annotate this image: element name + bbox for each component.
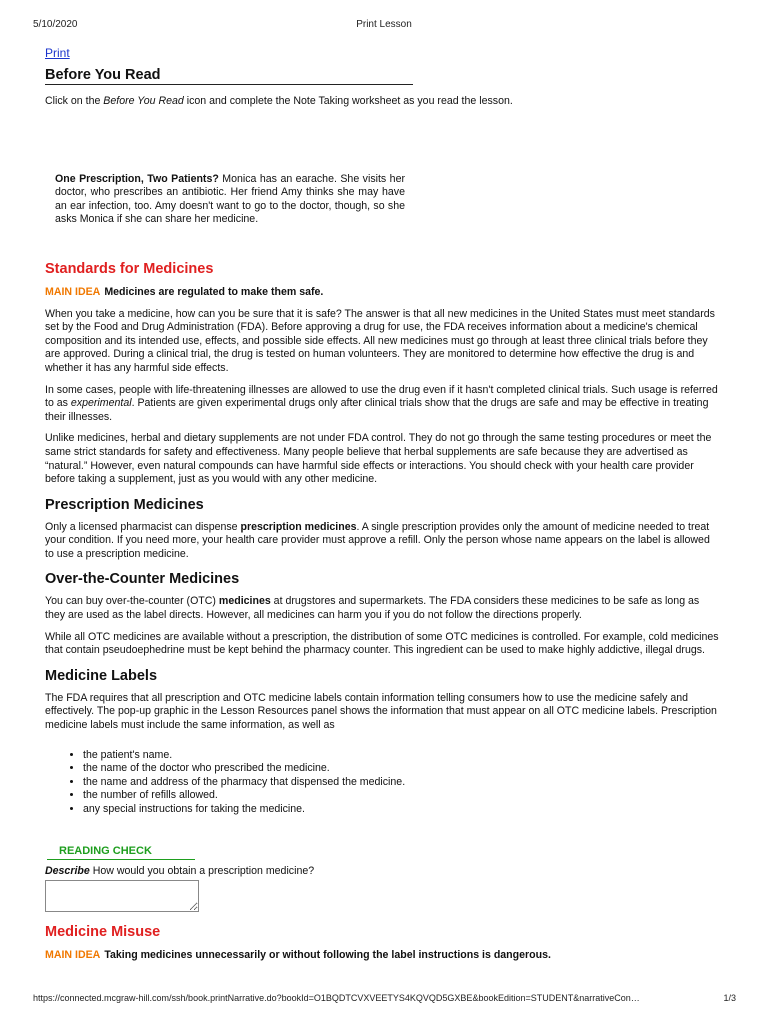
otc-paragraph-1: You can buy over-the-counter (OTC) medicines at drugstores and supermarkets. The FDA considers these medicines to be safe as long as they are used as the label directs. However, all medicines can harm you if you do not follow the directions properly. (45, 595, 700, 622)
standards-paragraph-3: Unlike medicines, herbal and dietary supplements are not under FDA control. They do not go through the same testing procedures or meet the same strict standards for safety and effectiveness. Many people believe that herbal supplements are safe because they are advertised as “natural.” However, even natural compounds can have harmful side effects or interactions. You should check with your health care provider before taking a supplement, just as you would with any other medicine. (45, 432, 712, 486)
page-number: 1/3 (723, 993, 736, 1003)
labels-paragraph: The FDA requires that all prescription and OTC medicine labels contain information telling consumers how to use the medicine safely and effectively. The pop-up graphic in the Lesson Resources panel shows the information that must appear on all OTC medicine labels. Prescription medicine labels must include the same information, as well as (45, 691, 717, 732)
misuse-main-idea: MAIN IDEA Taking medicines unnecessarily or without following the label instructions is dangerous. (45, 949, 551, 962)
lesson-content (45, 46, 720, 963)
misuse-heading: Medicine Misuse (45, 924, 161, 941)
story-paragraph: One Prescription, Two Patients? Monica has an earache. She visits her doctor, who prescribes an antibiotic. Her friend Amy thinks she may have an ear infection, too. Amy doesn't want to go to the doctor, though, so she asks Monica if she can share her medicine. (55, 172, 405, 226)
before-you-read-instructions: Click on the Before You Read icon and complete the Note Taking worksheet as you read the lesson. (45, 95, 513, 107)
reading-check-title: READING CHECK (47, 845, 195, 860)
reading-check-answer-input[interactable] (45, 880, 199, 912)
standards-paragraph-2: In some cases, people with life-threatening illnesses are allowed to use the drug even if it hasn't completed clinical trials. Such usage is referred to as experimental. Patients are given experimental drugs only after clinical trials show that the drugs are safe and may be effective in treating their illnesses. (45, 383, 718, 423)
label-requirements-list (45, 749, 720, 817)
list-item: • the name and address of the pharmacy that dispensed the medicine. (83, 776, 720, 790)
reading-check-question: Describe How would you obtain a prescription medicine? (45, 864, 315, 877)
print-url: https://connected.mcgraw-hill.com/ssh/book.printNarrative.do?bookId=O1BQDTCVXVEETYS4KQVQD5GXBE&bookEdition=STUDENT&narrativeCon… (33, 993, 640, 1003)
standards-paragraph-1: When you take a medicine, how can you be sure that it is safe? The answer is that all new medicines in the United States must meet standards set by the Food and Drug Administration (FDA). Before approving a drug for use, the FDA receives information about a medicine's chemical composition and its intended use, effects, and possible side effects. All new medicines must go through at least three clinical trials before they are approved. During a clinical trial, the drug is tested on human volunteers. They are monitored to determine how effective the drug is and whether it has any harmful side effects. (45, 307, 715, 374)
prescription-heading: Prescription Medicines (45, 496, 204, 513)
standards-heading: Standards for Medicines (45, 260, 214, 277)
list-item: • the patient's name. (83, 749, 720, 763)
glossary-term[interactable]: medicines (218, 595, 271, 608)
glossary-term[interactable]: prescription medicines (240, 520, 357, 533)
labels-heading: Medicine Labels (45, 667, 158, 684)
otc-paragraph-2: While all OTC medicines are available without a prescription, the distribution of some OTC medicines is controlled. For example, cold medicines that contain pseudoephedrine must be kept behind the pharmacy counter. This ingredient can be used to make highly addictive, illegal drugs. (45, 630, 719, 657)
otc-heading: Over-the-Counter Medicines (45, 571, 240, 588)
print-header-title: Print Lesson (356, 19, 412, 30)
standards-main-idea: MAIN IDEA Medicines are regulated to make them safe. (45, 285, 324, 298)
prescription-paragraph: Only a licensed pharmacist can dispense prescription medicines. A single prescription provides only the amount of medicine needed to treat your condition. If you need more, your health care provider must approve a refill. Only the person whose name appears on the label is allowed to use a prescription medicine. (45, 520, 710, 560)
print-date: 5/10/2020 (33, 19, 78, 30)
list-item: • any special instructions for taking the medicine. (83, 803, 720, 817)
before-you-read-title: Before You Read (45, 67, 413, 85)
before-you-read-icon-ref[interactable]: Before You Read (103, 95, 184, 107)
list-item: • the number of refills allowed. (83, 789, 720, 803)
list-item: • the name of the doctor who prescribed the medicine. (83, 762, 720, 776)
print-link[interactable]: Print (45, 46, 70, 60)
